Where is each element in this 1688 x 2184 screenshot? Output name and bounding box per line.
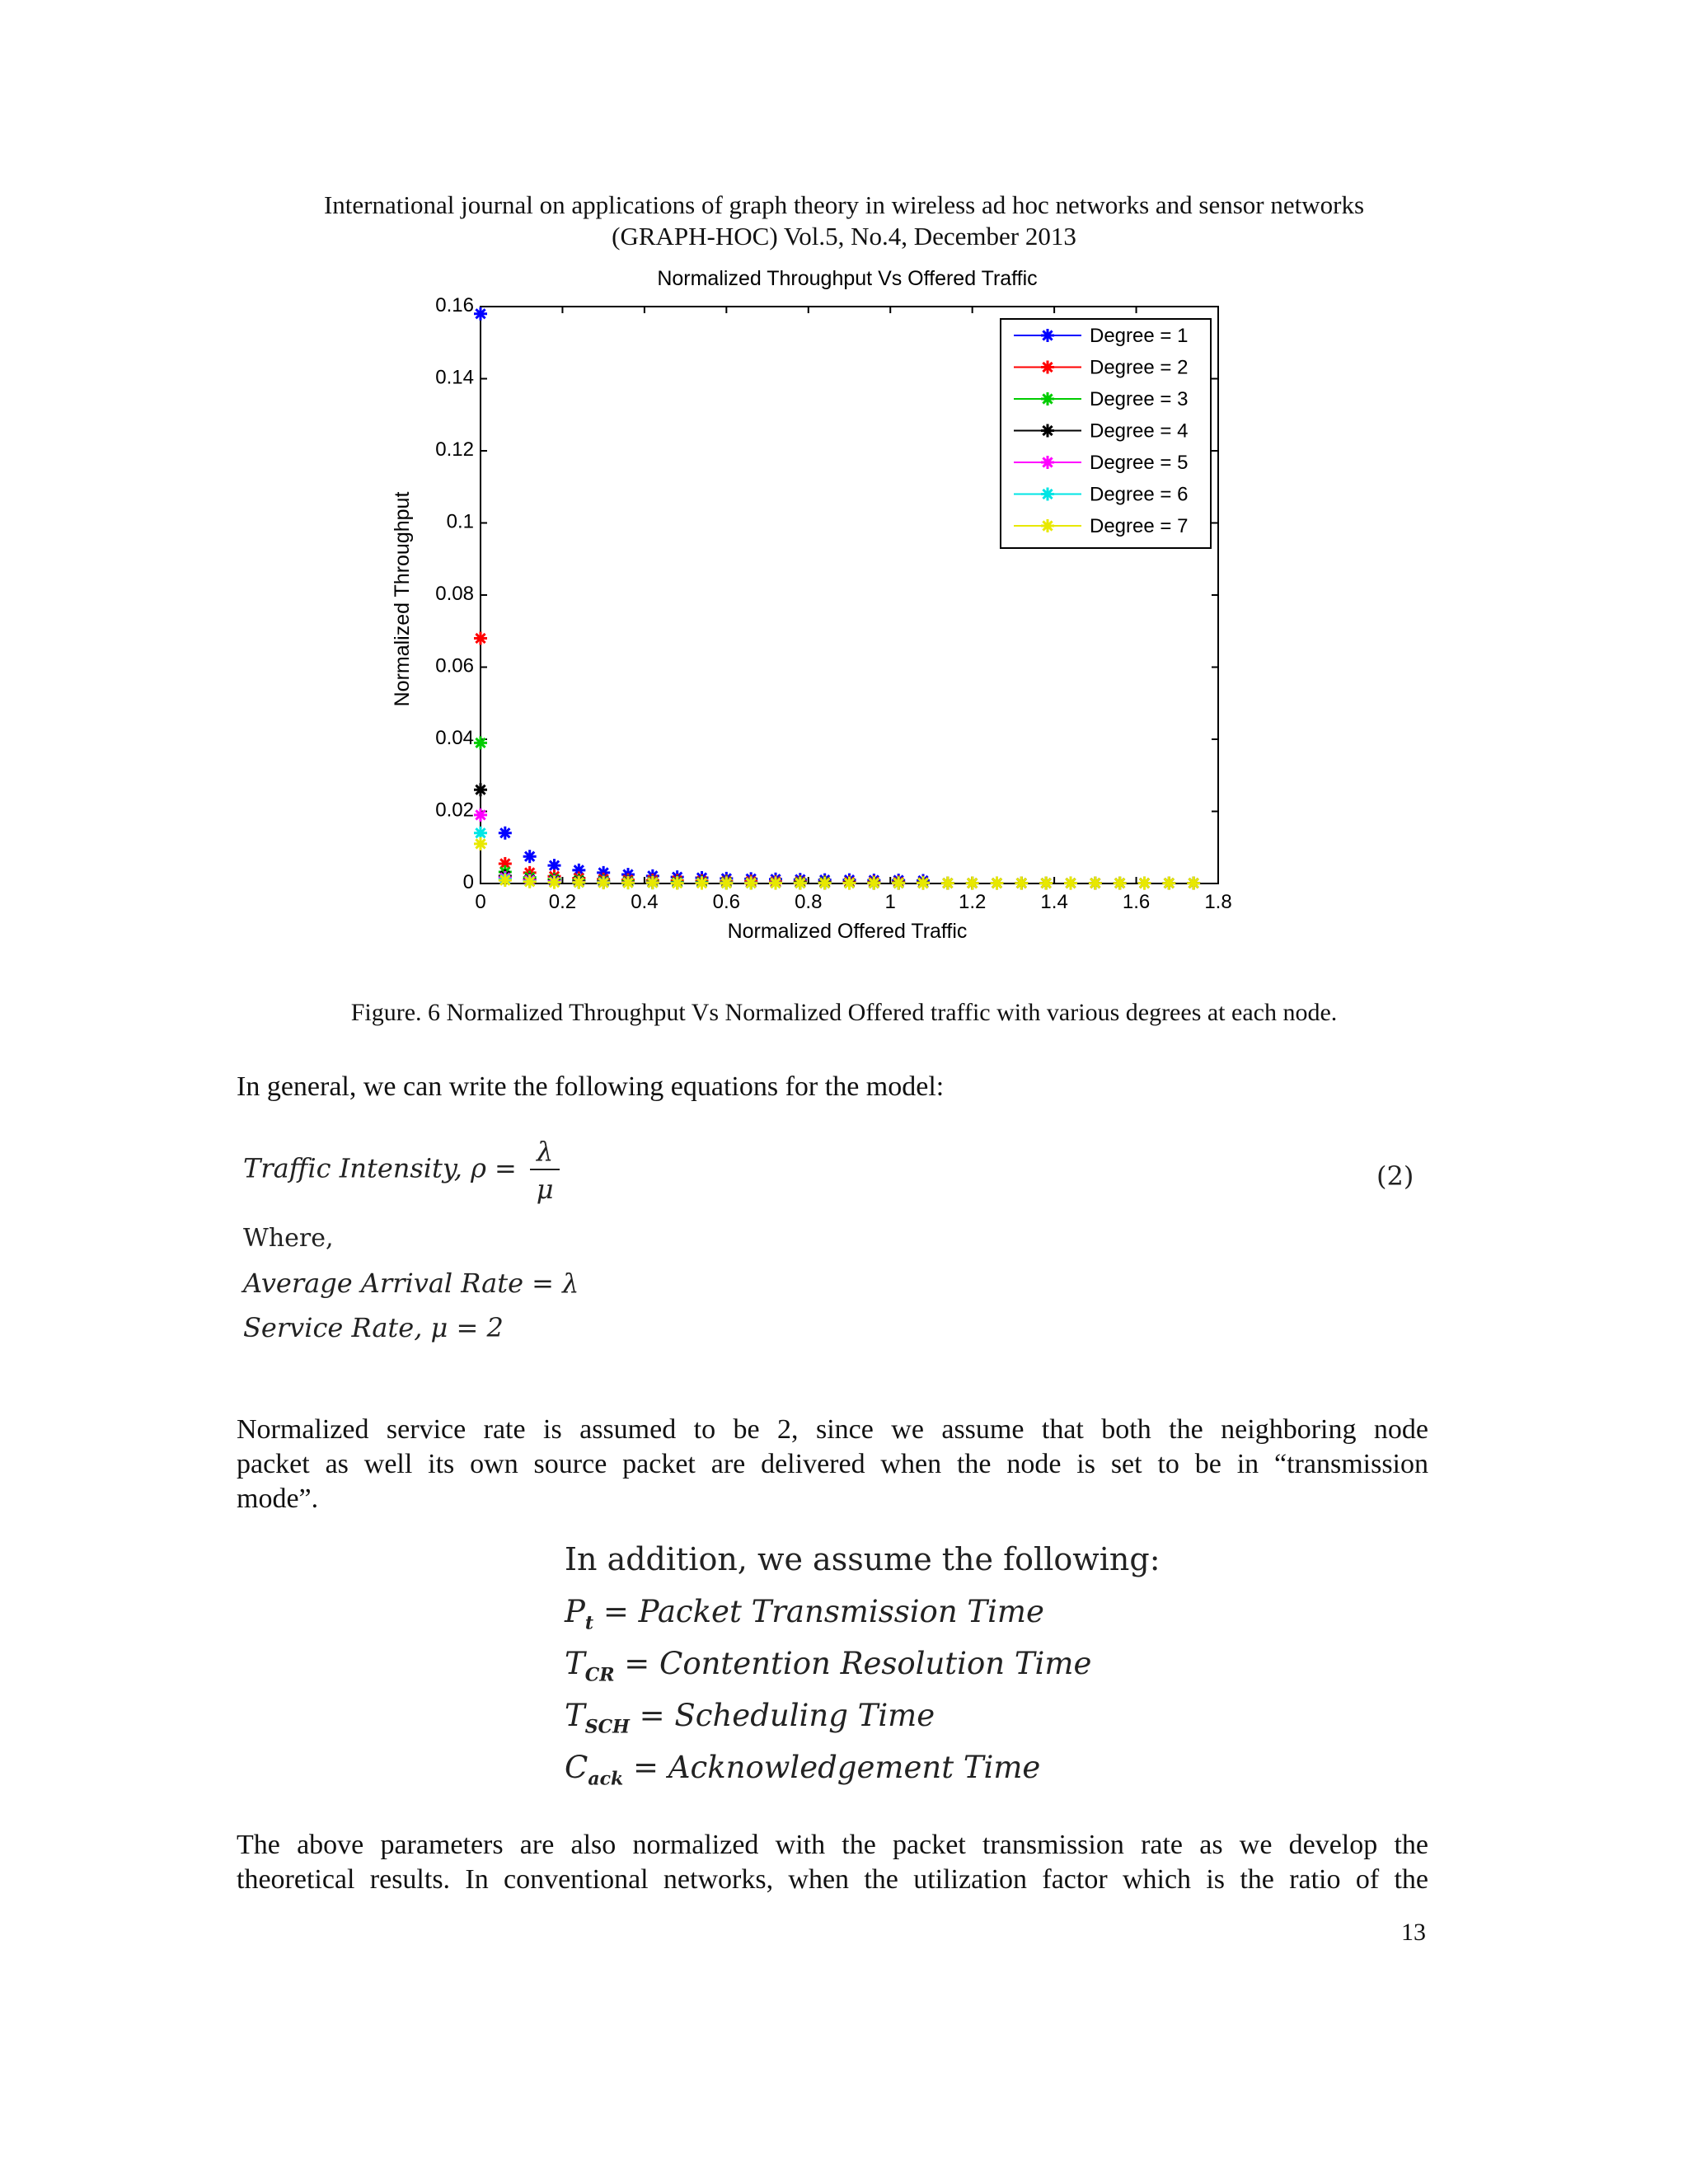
y-tick-label: 0.1 — [446, 510, 474, 533]
symbol-t: T — [565, 1646, 585, 1681]
y-axis-label: Normalized Throughput — [391, 491, 414, 707]
data-point — [1187, 877, 1200, 890]
subscript-ack: ack — [588, 1768, 624, 1790]
data-point — [1039, 877, 1053, 890]
data-point — [499, 874, 512, 887]
journal-header-line2: (GRAPH-HOC) Vol.5, No.4, December 2013 — [612, 222, 1076, 251]
data-point — [1162, 877, 1175, 890]
definition-text: = Packet Transmission Time — [603, 1594, 1044, 1629]
legend-label: Degree = 3 — [1090, 388, 1189, 410]
data-point — [867, 877, 880, 890]
contention-resolution-time-def — [565, 1646, 1091, 1685]
data-point — [1064, 877, 1077, 890]
y-tick-label: 0 — [462, 871, 474, 893]
acknowledgement-time-def — [565, 1750, 1040, 1789]
y-tick-label: 0.16 — [435, 294, 474, 316]
data-point — [991, 877, 1004, 890]
data-point — [794, 877, 807, 890]
x-tick-label: 0 — [475, 891, 486, 913]
traffic-intensity-lhs: Traffic Intensity, ρ = — [243, 1152, 517, 1184]
legend-marker — [1041, 488, 1054, 501]
symbol-p: P — [565, 1594, 585, 1629]
intro-paragraph: In general, we can write the following equations for the model: — [237, 1071, 945, 1102]
data-point — [671, 877, 684, 890]
final-paragraph — [237, 1828, 1428, 1897]
subscript-sch: SCH — [584, 1716, 630, 1738]
data-point — [621, 876, 635, 889]
subscript-cr: CR — [584, 1664, 615, 1686]
x-tick-label: 1.2 — [958, 891, 987, 913]
y-tick-label: 0.04 — [435, 727, 474, 749]
data-point — [892, 877, 905, 890]
data-point — [1138, 877, 1151, 890]
symbol-c: C — [565, 1750, 588, 1785]
legend-label: Degree = 2 — [1090, 356, 1189, 379]
data-point — [523, 850, 537, 863]
journal-header-line1: International journal on applications of graph theory in wireless ad hoc networks and sensor networks — [323, 190, 1365, 219]
x-tick-label: 0.2 — [548, 891, 577, 913]
data-point — [523, 875, 537, 888]
y-tick-label: 0.06 — [435, 654, 474, 677]
data-point — [474, 837, 487, 851]
data-point — [474, 307, 487, 321]
fraction-numerator: λ — [530, 1136, 560, 1170]
lambda-over-mu-fraction — [530, 1136, 560, 1205]
x-tick-label: 1 — [884, 891, 896, 913]
y-tick-label: 0.12 — [435, 438, 474, 461]
y-tick-label: 0.14 — [435, 366, 474, 389]
data-point — [474, 632, 487, 645]
service-rate-paragraph — [237, 1413, 1428, 1516]
data-point — [720, 877, 733, 890]
where-label: Where, — [243, 1224, 334, 1253]
legend-label: Degree = 7 — [1090, 515, 1189, 537]
legend-label: Degree = 1 — [1090, 325, 1189, 347]
figure-caption: Figure. 6 Normalized Throughput Vs Normalized Offered traffic with various degrees at each node. — [350, 999, 1338, 1026]
legend-marker — [1041, 392, 1054, 405]
data-point — [646, 876, 659, 889]
page-number: 13 — [1401, 1919, 1426, 1946]
definition-text: = Scheduling Time — [639, 1698, 935, 1733]
data-point — [843, 877, 856, 890]
subscript-t: t — [584, 1612, 594, 1634]
paragraph-line: The above parameters are also normalized with the packet transmission rate as we develop the — [237, 1830, 1428, 1860]
x-tick-label: 0.4 — [631, 891, 659, 913]
data-point — [548, 876, 561, 889]
x-tick-label: 1.8 — [1204, 891, 1232, 913]
legend-marker — [1041, 424, 1054, 438]
data-point — [1015, 877, 1028, 890]
definition-text: = Acknowledgement Time — [632, 1750, 1041, 1785]
data-point — [474, 808, 487, 822]
x-tick-label: 1.6 — [1122, 891, 1151, 913]
legend-marker — [1041, 519, 1054, 532]
x-axis-label: Normalized Offered Traffic — [727, 920, 968, 943]
x-tick-label: 1.4 — [1040, 891, 1068, 913]
service-rate-equation: Service Rate, μ = 2 — [243, 1312, 504, 1343]
data-point — [474, 736, 487, 749]
arrival-rate-equation: Average Arrival Rate = λ — [243, 1268, 579, 1299]
chart-legend — [1001, 319, 1211, 548]
data-point — [818, 877, 832, 890]
throughput-chart — [0, 0, 1688, 972]
paragraph-line: Normalized service rate is assumed to be 2, since we assume that both the neighboring node — [237, 1414, 1428, 1445]
data-point — [744, 877, 757, 890]
data-point — [941, 877, 954, 890]
data-point — [966, 877, 979, 890]
scheduling-time-def — [565, 1698, 935, 1737]
definition-text: = Contention Resolution Time — [624, 1646, 1092, 1681]
legend-label: Degree = 6 — [1090, 483, 1189, 506]
packet-transmission-time-def — [565, 1594, 1044, 1633]
paragraph-line: theoretical results. In conventional networks, when the utilization factor which is the ratio of the — [237, 1864, 1428, 1895]
legend-marker — [1041, 456, 1054, 469]
paragraph-line: packet as well its own source packet are delivered when the node is set to be in “transmission — [237, 1449, 1428, 1479]
chart-title: Normalized Throughput Vs Offered Traffic — [657, 267, 1038, 290]
x-tick-label: 0.8 — [795, 891, 823, 913]
y-tick-label: 0.02 — [435, 799, 474, 822]
paragraph-line: mode”. — [237, 1483, 319, 1514]
legend-marker — [1041, 361, 1054, 374]
data-point — [1114, 877, 1127, 890]
symbol-t: T — [565, 1698, 585, 1733]
data-point — [572, 876, 585, 889]
assumptions-title: In addition, we assume the following: — [565, 1541, 1160, 1577]
data-point — [769, 877, 782, 890]
legend-label: Degree = 4 — [1090, 419, 1189, 443]
legend-label: Degree = 5 — [1090, 452, 1189, 474]
x-tick-label: 0.6 — [712, 891, 741, 913]
data-point — [597, 876, 610, 889]
traffic-intensity-equation — [243, 1136, 560, 1205]
fraction-denominator: μ — [536, 1174, 554, 1205]
data-point — [1089, 877, 1102, 890]
data-point — [696, 877, 709, 890]
legend-marker — [1041, 329, 1054, 342]
data-point — [499, 827, 512, 840]
equation-number: (2) — [1376, 1160, 1414, 1192]
y-tick-label: 0.08 — [435, 583, 474, 605]
data-point — [474, 783, 487, 796]
data-point — [917, 877, 930, 890]
